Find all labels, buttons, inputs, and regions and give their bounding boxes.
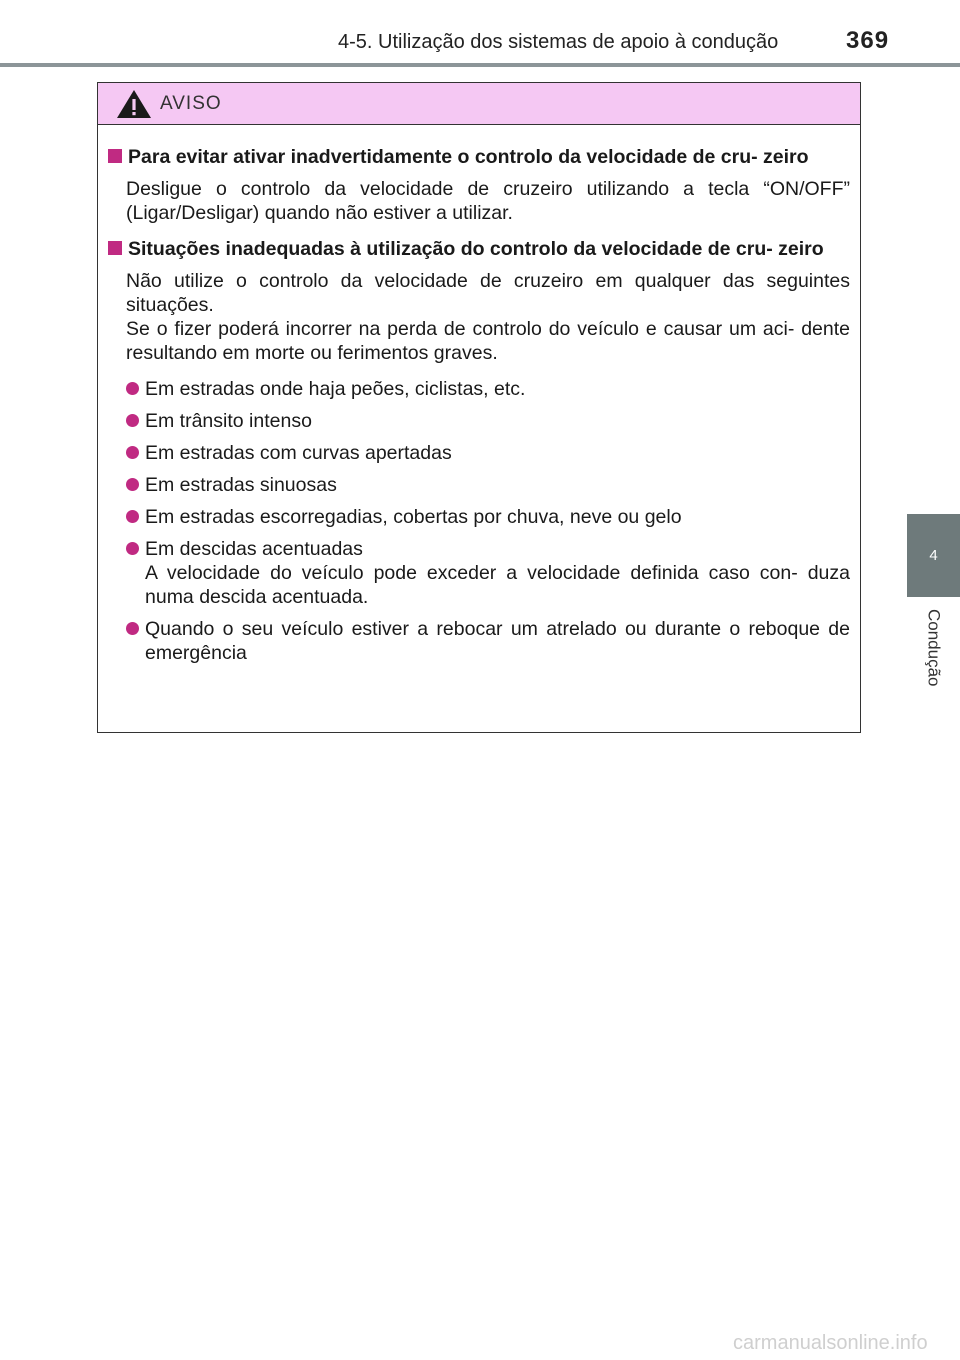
list-item (108, 409, 850, 433)
square-bullet-icon (108, 149, 122, 163)
section-heading (108, 237, 850, 261)
paragraph (108, 269, 850, 365)
round-bullet-icon (126, 478, 139, 491)
round-bullet-icon (126, 622, 139, 635)
list-item-text: Em estradas escorregadias, cobertas por chuva, neve ou gelo (145, 506, 682, 528)
warning-header (98, 83, 860, 125)
paragraph-line: Se o fizer poderá incorrer na perda de controlo do veículo e causar um aci- dente resultando em morte ou ferimentos graves. (126, 318, 850, 364)
chapter-label-area (907, 597, 960, 717)
round-bullet-icon (126, 510, 139, 523)
list-item-text: Em estradas sinuosas (145, 474, 337, 496)
paragraph-line: Não utilize o controlo da velocidade de cruzeiro em qualquer das seguintes situações. (126, 270, 850, 316)
list-item-text (145, 537, 850, 609)
page-number: 369 (846, 27, 890, 54)
round-bullet-icon (126, 382, 139, 395)
chapter-tab (907, 514, 960, 597)
section-heading-text: Para evitar ativar inadvertidamente o controlo da velocidade de cru- zeiro (128, 146, 809, 168)
list-item (108, 441, 850, 465)
running-header: 4-5. Utilização dos sistemas de apoio à condução (338, 31, 779, 53)
section-heading (108, 145, 850, 169)
list-item (108, 537, 850, 609)
list-item (108, 377, 850, 401)
list-item-text: Em estradas onde haja peões, ciclistas, etc. (145, 378, 526, 400)
list-item-text: Em trânsito intenso (145, 410, 312, 432)
list-item-line: Em descidas acentuadas (145, 538, 363, 560)
watermark: carmanualsonline.info (733, 1332, 928, 1354)
list-item-note: A velocidade do veículo pode exceder a velocidade definida caso con- duza numa descida acentuada. (145, 562, 850, 608)
round-bullet-icon (126, 414, 139, 427)
warning-title: AVISO (160, 92, 222, 114)
list-item (108, 505, 850, 529)
list-item-text: Quando o seu veículo estiver a rebocar um atrelado ou durante o reboque de emergência (145, 618, 850, 664)
list-item (108, 617, 850, 665)
warning-box (97, 82, 861, 733)
header-rule (0, 63, 960, 67)
chapter-label: Condução (924, 609, 944, 687)
list-item (108, 473, 850, 497)
section-heading-text: Situações inadequadas à utilização do controlo da velocidade de cru- zeiro (128, 238, 824, 260)
warning-body (98, 125, 860, 665)
paragraph: Desligue o controlo da velocidade de cruzeiro utilizando a tecla “ON/OFF” (Ligar/Desligar) quando não estiver a utilizar. (126, 178, 850, 224)
list-item-text: Em estradas com curvas apertadas (145, 442, 452, 464)
round-bullet-icon (126, 542, 139, 555)
chapter-number: 4 (929, 547, 938, 564)
warning-triangle-icon (116, 89, 152, 119)
square-bullet-icon (108, 241, 122, 255)
round-bullet-icon (126, 446, 139, 459)
